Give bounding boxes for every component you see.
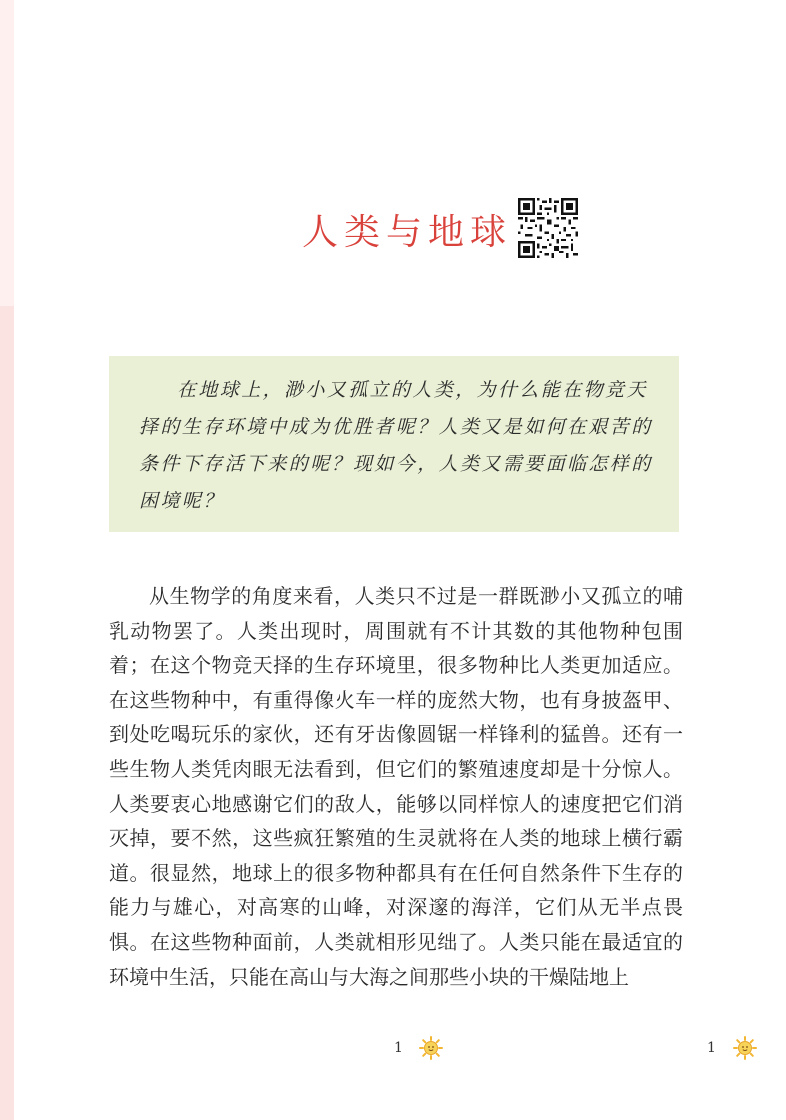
body-line: 乳动物罢了。人类出现时，周围就有不计其数的其他物种包围 <box>109 618 683 643</box>
sun-icon <box>733 1036 757 1060</box>
body-line: 人类要衷心地感谢它们的敌人，能够以同样惊人的速度把它们消 <box>109 791 683 816</box>
chapter-title: 人类与地球 <box>302 212 513 253</box>
body-line: 些生物人类凭肉眼无法看到，但它们的繁殖速度却是十分惊人。 <box>109 756 683 781</box>
body-text <box>109 579 683 994</box>
title-row <box>0 198 786 262</box>
body-line: 能力与雄心，对高寒的山峰，对深邃的海洋，它们从无半点畏 <box>109 895 683 920</box>
page-number-center: 1 <box>394 1040 403 1056</box>
body-line: 从生物学的角度来看，人类只不过是一群既渺小又孤立的哺 <box>149 584 683 608</box>
body-line: 惧。在这些物种面前，人类就相形见绌了。人类只能在最适宜的 <box>109 929 683 954</box>
page-number-right: 1 <box>707 1040 716 1056</box>
body-line: 灭掉，要不然，这些疯狂繁殖的生灵就将在人类的地球上横行霸 <box>109 826 683 851</box>
body-line: 着；在这个物竞天择的生存环境里，很多物种比人类更加适应。 <box>109 653 683 678</box>
intro-box <box>109 356 679 532</box>
body-line: 环境中生活，只能在高山与大海之间那些小块的干燥陆地上 <box>109 964 629 989</box>
page-edge-strip-bottom <box>0 306 14 1120</box>
body-line: 道。很显然，地球上的很多物种都具有在任何自然条件下生存的 <box>109 860 683 885</box>
body-line: 到处吃喝玩乐的家伙，还有牙齿像圆锯一样锋利的猛兽。还有一 <box>109 722 683 747</box>
qr-code-icon[interactable] <box>518 198 578 258</box>
body-line: 在这些物种中，有重得像火车一样的庞然大物，也有身披盔甲、 <box>109 687 683 712</box>
sun-icon <box>419 1036 443 1060</box>
intro-text: 在地球上，渺小又孤立的人类，为什么能在物竞天择的生存环境中成为优胜者呢？人类又是如何在艰苦的条件下存活下来的呢？现如今，人类又需要面临怎样的困境呢？ <box>139 379 653 512</box>
